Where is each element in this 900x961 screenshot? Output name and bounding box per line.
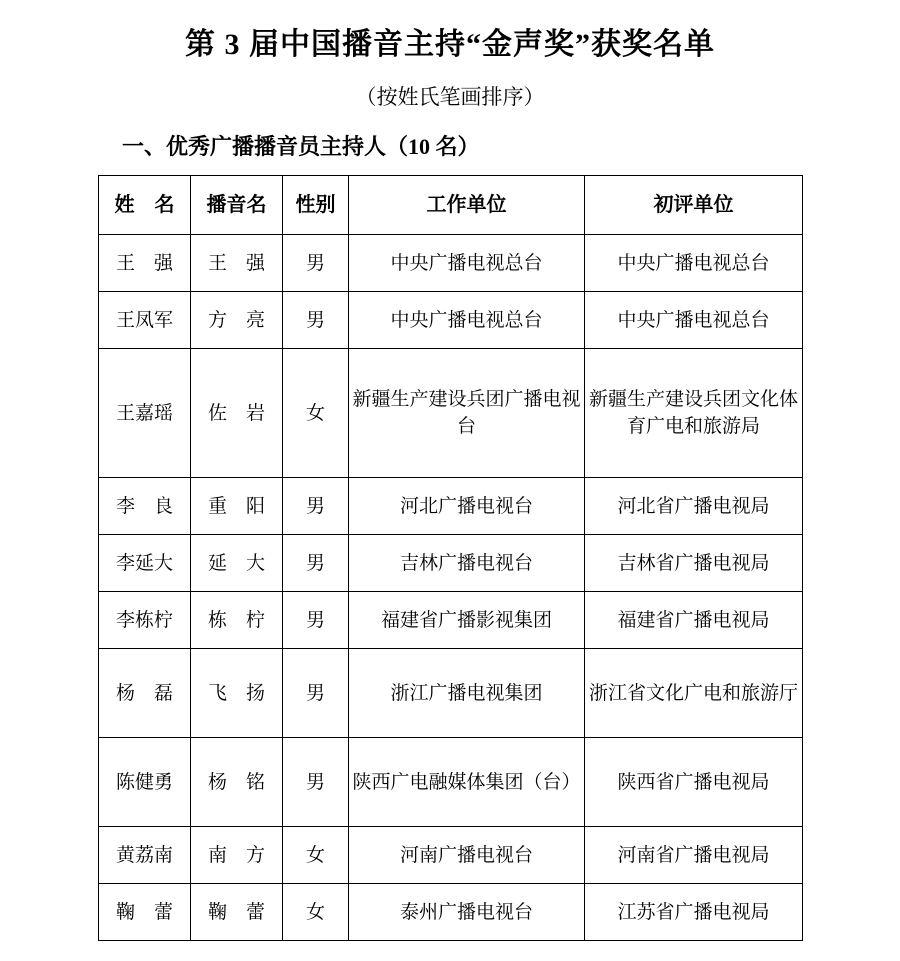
- cell-review-unit: 中央广播电视总台: [585, 292, 803, 349]
- cell-work-unit: 中央广播电视总台: [349, 292, 585, 349]
- table-row: [99, 292, 803, 349]
- cell-work-unit: 吉林广播电视台: [349, 535, 585, 592]
- cell-alias: 延 大: [191, 535, 283, 592]
- table-row: [99, 592, 803, 649]
- cell-work-unit: 浙江广播电视集团: [349, 649, 585, 738]
- document-page: [0, 26, 900, 961]
- award-list-table: [98, 175, 803, 941]
- cell-review-unit: 吉林省广播电视局: [585, 535, 803, 592]
- cell-name: 王凤军: [99, 292, 191, 349]
- cell-gender: 男: [283, 592, 349, 649]
- cell-review-unit: 陕西省广播电视局: [585, 738, 803, 827]
- cell-review-unit: 新疆生产建设兵团文化体育广电和旅游局: [585, 349, 803, 478]
- column-header-review-unit: 初评单位: [585, 176, 803, 235]
- cell-alias: 杨 铭: [191, 738, 283, 827]
- cell-alias: 佐 岩: [191, 349, 283, 478]
- cell-gender: 女: [283, 884, 349, 941]
- column-header-alias: 播音名: [191, 176, 283, 235]
- cell-work-unit: 新疆生产建设兵团广播电视台: [349, 349, 585, 478]
- cell-review-unit: 江苏省广播电视局: [585, 884, 803, 941]
- table-row: [99, 235, 803, 292]
- cell-alias: 鞠 蕾: [191, 884, 283, 941]
- cell-gender: 女: [283, 827, 349, 884]
- cell-alias: 飞 扬: [191, 649, 283, 738]
- cell-work-unit: 泰州广播电视台: [349, 884, 585, 941]
- cell-gender: 男: [283, 649, 349, 738]
- cell-review-unit: 河南省广播电视局: [585, 827, 803, 884]
- cell-gender: 男: [283, 478, 349, 535]
- column-header-work-unit: 工作单位: [349, 176, 585, 235]
- cell-alias: 王 强: [191, 235, 283, 292]
- cell-name: 黄荔南: [99, 827, 191, 884]
- cell-name: 王嘉瑶: [99, 349, 191, 478]
- cell-alias: 方 亮: [191, 292, 283, 349]
- column-header-name: 姓 名: [99, 176, 191, 235]
- document-subtitle: （按姓氏笔画排序）: [355, 84, 545, 109]
- column-header-gender: 性别: [283, 176, 349, 235]
- cell-name: 李延大: [99, 535, 191, 592]
- table-row: [99, 649, 803, 738]
- cell-name: 王 强: [99, 235, 191, 292]
- cell-gender: 男: [283, 535, 349, 592]
- table-row: [99, 478, 803, 535]
- cell-name: 杨 磊: [99, 649, 191, 738]
- table-row: [99, 349, 803, 478]
- cell-gender: 男: [283, 738, 349, 827]
- cell-name: 鞠 蕾: [99, 884, 191, 941]
- cell-gender: 女: [283, 349, 349, 478]
- cell-alias: 南 方: [191, 827, 283, 884]
- page-title: 第 3 届中国播音主持“金声奖”获奖名单: [185, 28, 715, 61]
- cell-review-unit: 福建省广播电视局: [585, 592, 803, 649]
- cell-work-unit: 福建省广播影视集团: [349, 592, 585, 649]
- table-row: [99, 884, 803, 941]
- cell-review-unit: 中央广播电视总台: [585, 235, 803, 292]
- table-row: [99, 738, 803, 827]
- cell-work-unit: 河北广播电视台: [349, 478, 585, 535]
- table-row: [99, 535, 803, 592]
- cell-name: 李 良: [99, 478, 191, 535]
- cell-work-unit: 中央广播电视总台: [349, 235, 585, 292]
- cell-review-unit: 河北省广播电视局: [585, 478, 803, 535]
- cell-name: 陈健勇: [99, 738, 191, 827]
- cell-alias: 栋 柠: [191, 592, 283, 649]
- table-row: [99, 827, 803, 884]
- section-heading: 一、优秀广播播音员主持人（10 名）: [122, 133, 480, 159]
- cell-name: 李栋柠: [99, 592, 191, 649]
- cell-work-unit: 河南广播电视台: [349, 827, 585, 884]
- cell-gender: 男: [283, 235, 349, 292]
- cell-work-unit: 陕西广电融媒体集团（台）: [349, 738, 585, 827]
- table-header-row: [99, 176, 803, 235]
- cell-gender: 男: [283, 292, 349, 349]
- cell-review-unit: 浙江省文化广电和旅游厅: [585, 649, 803, 738]
- cell-alias: 重 阳: [191, 478, 283, 535]
